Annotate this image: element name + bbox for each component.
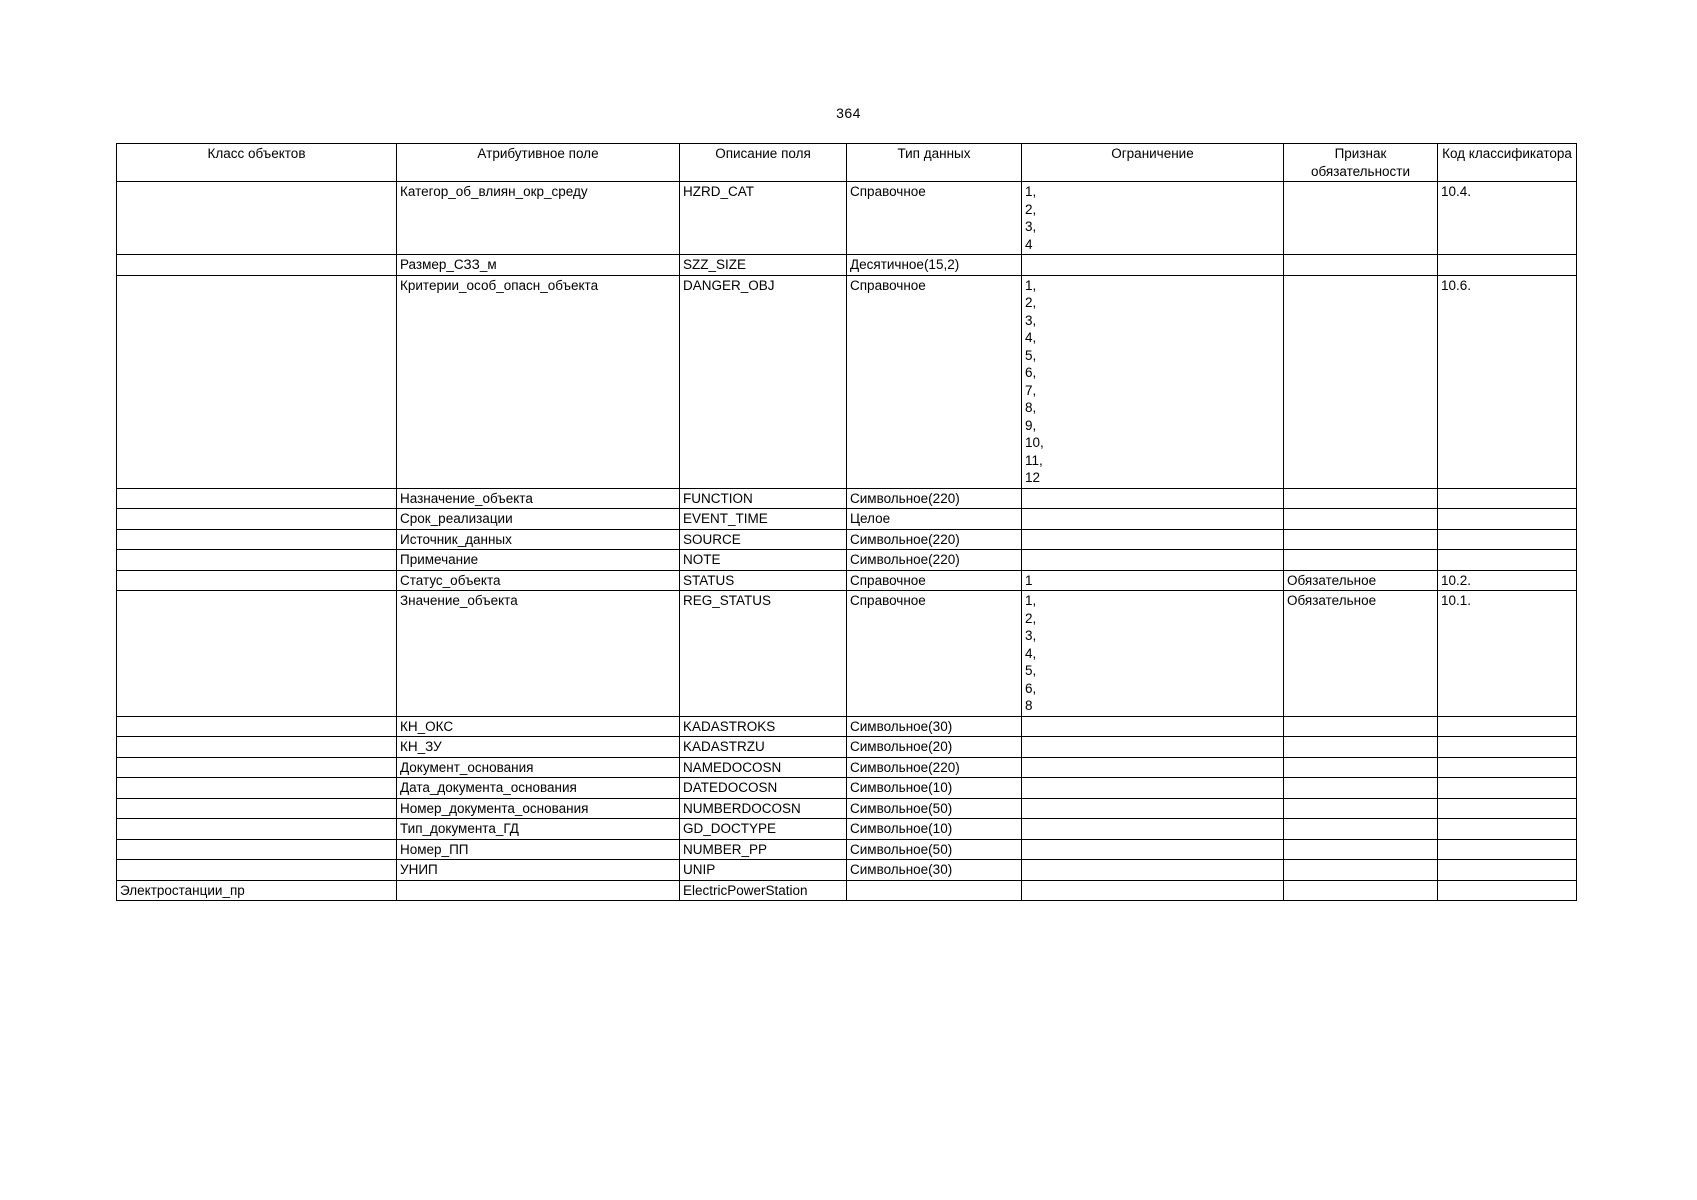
cell-object-class <box>117 798 397 819</box>
cell-classifier-code: 10.1. <box>1438 591 1577 717</box>
table-row <box>117 737 1577 758</box>
constraint-value: 4, <box>1025 330 1037 345</box>
cell-data-type: Справочное <box>847 275 1022 488</box>
cell-attribute-field: Статус_объекта <box>397 570 680 591</box>
cell-required-flag <box>1284 255 1438 276</box>
cell-attribute-field: Категор_об_влиян_окр_среду <box>397 182 680 255</box>
cell-constraint <box>1022 570 1284 591</box>
cell-object-class <box>117 570 397 591</box>
constraint-value: 5, <box>1025 347 1037 363</box>
constraint-value: 3, <box>1025 628 1037 643</box>
cell-constraint <box>1022 757 1284 778</box>
constraint-value: 1, <box>1025 593 1037 608</box>
cell-object-class <box>117 757 397 778</box>
cell-object-class <box>117 839 397 860</box>
cell-classifier-code <box>1438 716 1577 737</box>
cell-classifier-code <box>1438 757 1577 778</box>
cell-constraint <box>1022 182 1284 255</box>
table-row <box>117 778 1577 799</box>
cell-classifier-code <box>1438 860 1577 881</box>
table-row <box>117 860 1577 881</box>
cell-field-description: NUMBERDOCOSN <box>680 798 847 819</box>
table-row <box>117 509 1577 530</box>
table-row <box>117 255 1577 276</box>
cell-data-type: Символьное(220) <box>847 529 1022 550</box>
cell-data-type: Справочное <box>847 570 1022 591</box>
table-row <box>117 275 1577 488</box>
table-row <box>117 529 1577 550</box>
cell-field-description: UNIP <box>680 860 847 881</box>
cell-field-description: STATUS <box>680 570 847 591</box>
table-row <box>117 819 1577 840</box>
cell-required-flag <box>1284 716 1438 737</box>
header-field-description: Описание поля <box>680 144 847 182</box>
cell-classifier-code: 10.4. <box>1438 182 1577 255</box>
constraint-value: 1 <box>1025 572 1033 588</box>
cell-field-description: DANGER_OBJ <box>680 275 847 488</box>
cell-required-flag <box>1284 798 1438 819</box>
constraint-value: 8 <box>1025 698 1033 713</box>
constraint-value: 8, <box>1025 400 1037 415</box>
constraint-value: 2, <box>1025 610 1037 626</box>
cell-object-class <box>117 716 397 737</box>
table-row <box>117 757 1577 778</box>
constraint-value: 3, <box>1025 312 1037 328</box>
cell-classifier-code <box>1438 778 1577 799</box>
cell-constraint <box>1022 550 1284 571</box>
constraint-value: 10, <box>1025 435 1044 450</box>
cell-field-description: NOTE <box>680 550 847 571</box>
table-row <box>117 550 1577 571</box>
constraint-value: 4 <box>1025 236 1033 252</box>
constraint-value: 3, <box>1025 219 1037 234</box>
table-row <box>117 839 1577 860</box>
cell-constraint <box>1022 716 1284 737</box>
cell-constraint <box>1022 509 1284 530</box>
cell-constraint <box>1022 737 1284 758</box>
cell-constraint <box>1022 860 1284 881</box>
cell-constraint <box>1022 819 1284 840</box>
cell-field-description: SZZ_SIZE <box>680 255 847 276</box>
cell-object-class <box>117 860 397 881</box>
cell-required-flag: Обязательное <box>1284 570 1438 591</box>
constraint-value: 5, <box>1025 663 1037 678</box>
cell-constraint <box>1022 880 1284 901</box>
cell-object-class <box>117 778 397 799</box>
cell-field-description: DATEDOCOSN <box>680 778 847 799</box>
table-row <box>117 880 1577 901</box>
constraint-value: 2, <box>1025 295 1037 310</box>
cell-required-flag <box>1284 819 1438 840</box>
cell-classifier-code <box>1438 550 1577 571</box>
cell-required-flag <box>1284 509 1438 530</box>
cell-data-type: Справочное <box>847 591 1022 717</box>
cell-field-description: HZRD_CAT <box>680 182 847 255</box>
cell-classifier-code <box>1438 798 1577 819</box>
cell-object-class <box>117 819 397 840</box>
cell-required-flag <box>1284 529 1438 550</box>
cell-classifier-code <box>1438 488 1577 509</box>
constraint-value: 2, <box>1025 201 1037 217</box>
table-body <box>117 182 1577 901</box>
cell-classifier-code: 10.2. <box>1438 570 1577 591</box>
cell-classifier-code <box>1438 737 1577 758</box>
constraint-value: 1, <box>1025 184 1037 199</box>
cell-constraint <box>1022 839 1284 860</box>
cell-required-flag <box>1284 488 1438 509</box>
header-data-type: Тип данных <box>847 144 1022 182</box>
cell-attribute-field <box>397 880 680 901</box>
cell-data-type: Символьное(30) <box>847 716 1022 737</box>
cell-classifier-code <box>1438 880 1577 901</box>
cell-constraint <box>1022 591 1284 717</box>
cell-data-type: Символьное(50) <box>847 798 1022 819</box>
cell-attribute-field: УНИП <box>397 860 680 881</box>
cell-classifier-code <box>1438 819 1577 840</box>
table-row <box>117 798 1577 819</box>
cell-data-type: Символьное(50) <box>847 839 1022 860</box>
header-attribute-field: Атрибутивное поле <box>397 144 680 182</box>
cell-required-flag <box>1284 737 1438 758</box>
cell-data-type <box>847 880 1022 901</box>
cell-object-class <box>117 737 397 758</box>
cell-object-class <box>117 182 397 255</box>
cell-constraint <box>1022 488 1284 509</box>
page-number: 364 <box>836 105 861 121</box>
cell-data-type: Символьное(10) <box>847 819 1022 840</box>
constraint-value: 11, <box>1025 452 1043 468</box>
constraint-value: 7, <box>1025 382 1037 398</box>
cell-attribute-field: КН_ЗУ <box>397 737 680 758</box>
cell-field-description: KADASTRZU <box>680 737 847 758</box>
table-row <box>117 488 1577 509</box>
cell-object-class: Электростанции_пр <box>117 880 397 901</box>
cell-object-class <box>117 550 397 571</box>
cell-data-type: Десятичное(15,2) <box>847 255 1022 276</box>
cell-required-flag <box>1284 757 1438 778</box>
cell-attribute-field: Источник_данных <box>397 529 680 550</box>
cell-attribute-field: Размер_СЗЗ_м <box>397 255 680 276</box>
constraint-value: 9, <box>1025 417 1037 433</box>
table-row <box>117 570 1577 591</box>
cell-attribute-field: Назначение_объекта <box>397 488 680 509</box>
cell-field-description: NUMBER_PP <box>680 839 847 860</box>
cell-data-type: Справочное <box>847 182 1022 255</box>
constraint-value: 1, <box>1025 277 1037 293</box>
cell-classifier-code <box>1438 255 1577 276</box>
cell-data-type: Символьное(20) <box>847 737 1022 758</box>
cell-field-description: REG_STATUS <box>680 591 847 717</box>
header-classifier-code: Код классификатора <box>1438 144 1577 182</box>
cell-object-class <box>117 275 397 488</box>
cell-data-type: Целое <box>847 509 1022 530</box>
cell-object-class <box>117 591 397 717</box>
cell-constraint <box>1022 529 1284 550</box>
cell-field-description: ElectricPowerStation <box>680 880 847 901</box>
attribute-table <box>116 143 1577 901</box>
cell-object-class <box>117 509 397 530</box>
cell-required-flag <box>1284 182 1438 255</box>
cell-constraint <box>1022 798 1284 819</box>
cell-constraint <box>1022 255 1284 276</box>
cell-classifier-code: 10.6. <box>1438 275 1577 488</box>
cell-object-class <box>117 488 397 509</box>
cell-data-type: Символьное(10) <box>847 778 1022 799</box>
table-header-row <box>117 144 1577 182</box>
cell-attribute-field: Примечание <box>397 550 680 571</box>
cell-required-flag <box>1284 550 1438 571</box>
cell-data-type: Символьное(220) <box>847 550 1022 571</box>
cell-attribute-field: Номер_документа_основания <box>397 798 680 819</box>
cell-object-class <box>117 255 397 276</box>
table-row <box>117 591 1577 717</box>
cell-field-description: EVENT_TIME <box>680 509 847 530</box>
cell-field-description: KADASTROKS <box>680 716 847 737</box>
cell-data-type: Символьное(30) <box>847 860 1022 881</box>
cell-attribute-field: Номер_ПП <box>397 839 680 860</box>
cell-required-flag <box>1284 275 1438 488</box>
cell-attribute-field: КН_ОКС <box>397 716 680 737</box>
table-row <box>117 182 1577 255</box>
cell-required-flag <box>1284 778 1438 799</box>
cell-attribute-field: Значение_объекта <box>397 591 680 717</box>
cell-classifier-code <box>1438 839 1577 860</box>
cell-classifier-code <box>1438 529 1577 550</box>
cell-attribute-field: Документ_основания <box>397 757 680 778</box>
cell-attribute-field: Критерии_особ_опасн_объекта <box>397 275 680 488</box>
cell-constraint <box>1022 778 1284 799</box>
constraint-value: 4, <box>1025 645 1037 661</box>
cell-constraint <box>1022 275 1284 488</box>
header-required-flag: Признак обязательности <box>1284 144 1438 182</box>
cell-attribute-field: Срок_реализации <box>397 509 680 530</box>
header-object-class: Класс объектов <box>117 144 397 182</box>
cell-field-description: SOURCE <box>680 529 847 550</box>
cell-required-flag <box>1284 880 1438 901</box>
cell-required-flag <box>1284 839 1438 860</box>
constraint-value: 6, <box>1025 365 1037 380</box>
constraint-value: 6, <box>1025 680 1037 696</box>
table-row <box>117 716 1577 737</box>
cell-classifier-code <box>1438 509 1577 530</box>
cell-object-class <box>117 529 397 550</box>
header-constraint: Ограничение <box>1022 144 1284 182</box>
cell-data-type: Символьное(220) <box>847 488 1022 509</box>
cell-field-description: GD_DOCTYPE <box>680 819 847 840</box>
cell-data-type: Символьное(220) <box>847 757 1022 778</box>
constraint-value: 12 <box>1025 470 1041 485</box>
cell-required-flag <box>1284 860 1438 881</box>
cell-attribute-field: Дата_документа_основания <box>397 778 680 799</box>
cell-field-description: NAMEDOCOSN <box>680 757 847 778</box>
cell-attribute-field: Тип_документа_ГД <box>397 819 680 840</box>
cell-required-flag: Обязательное <box>1284 591 1438 717</box>
cell-field-description: FUNCTION <box>680 488 847 509</box>
